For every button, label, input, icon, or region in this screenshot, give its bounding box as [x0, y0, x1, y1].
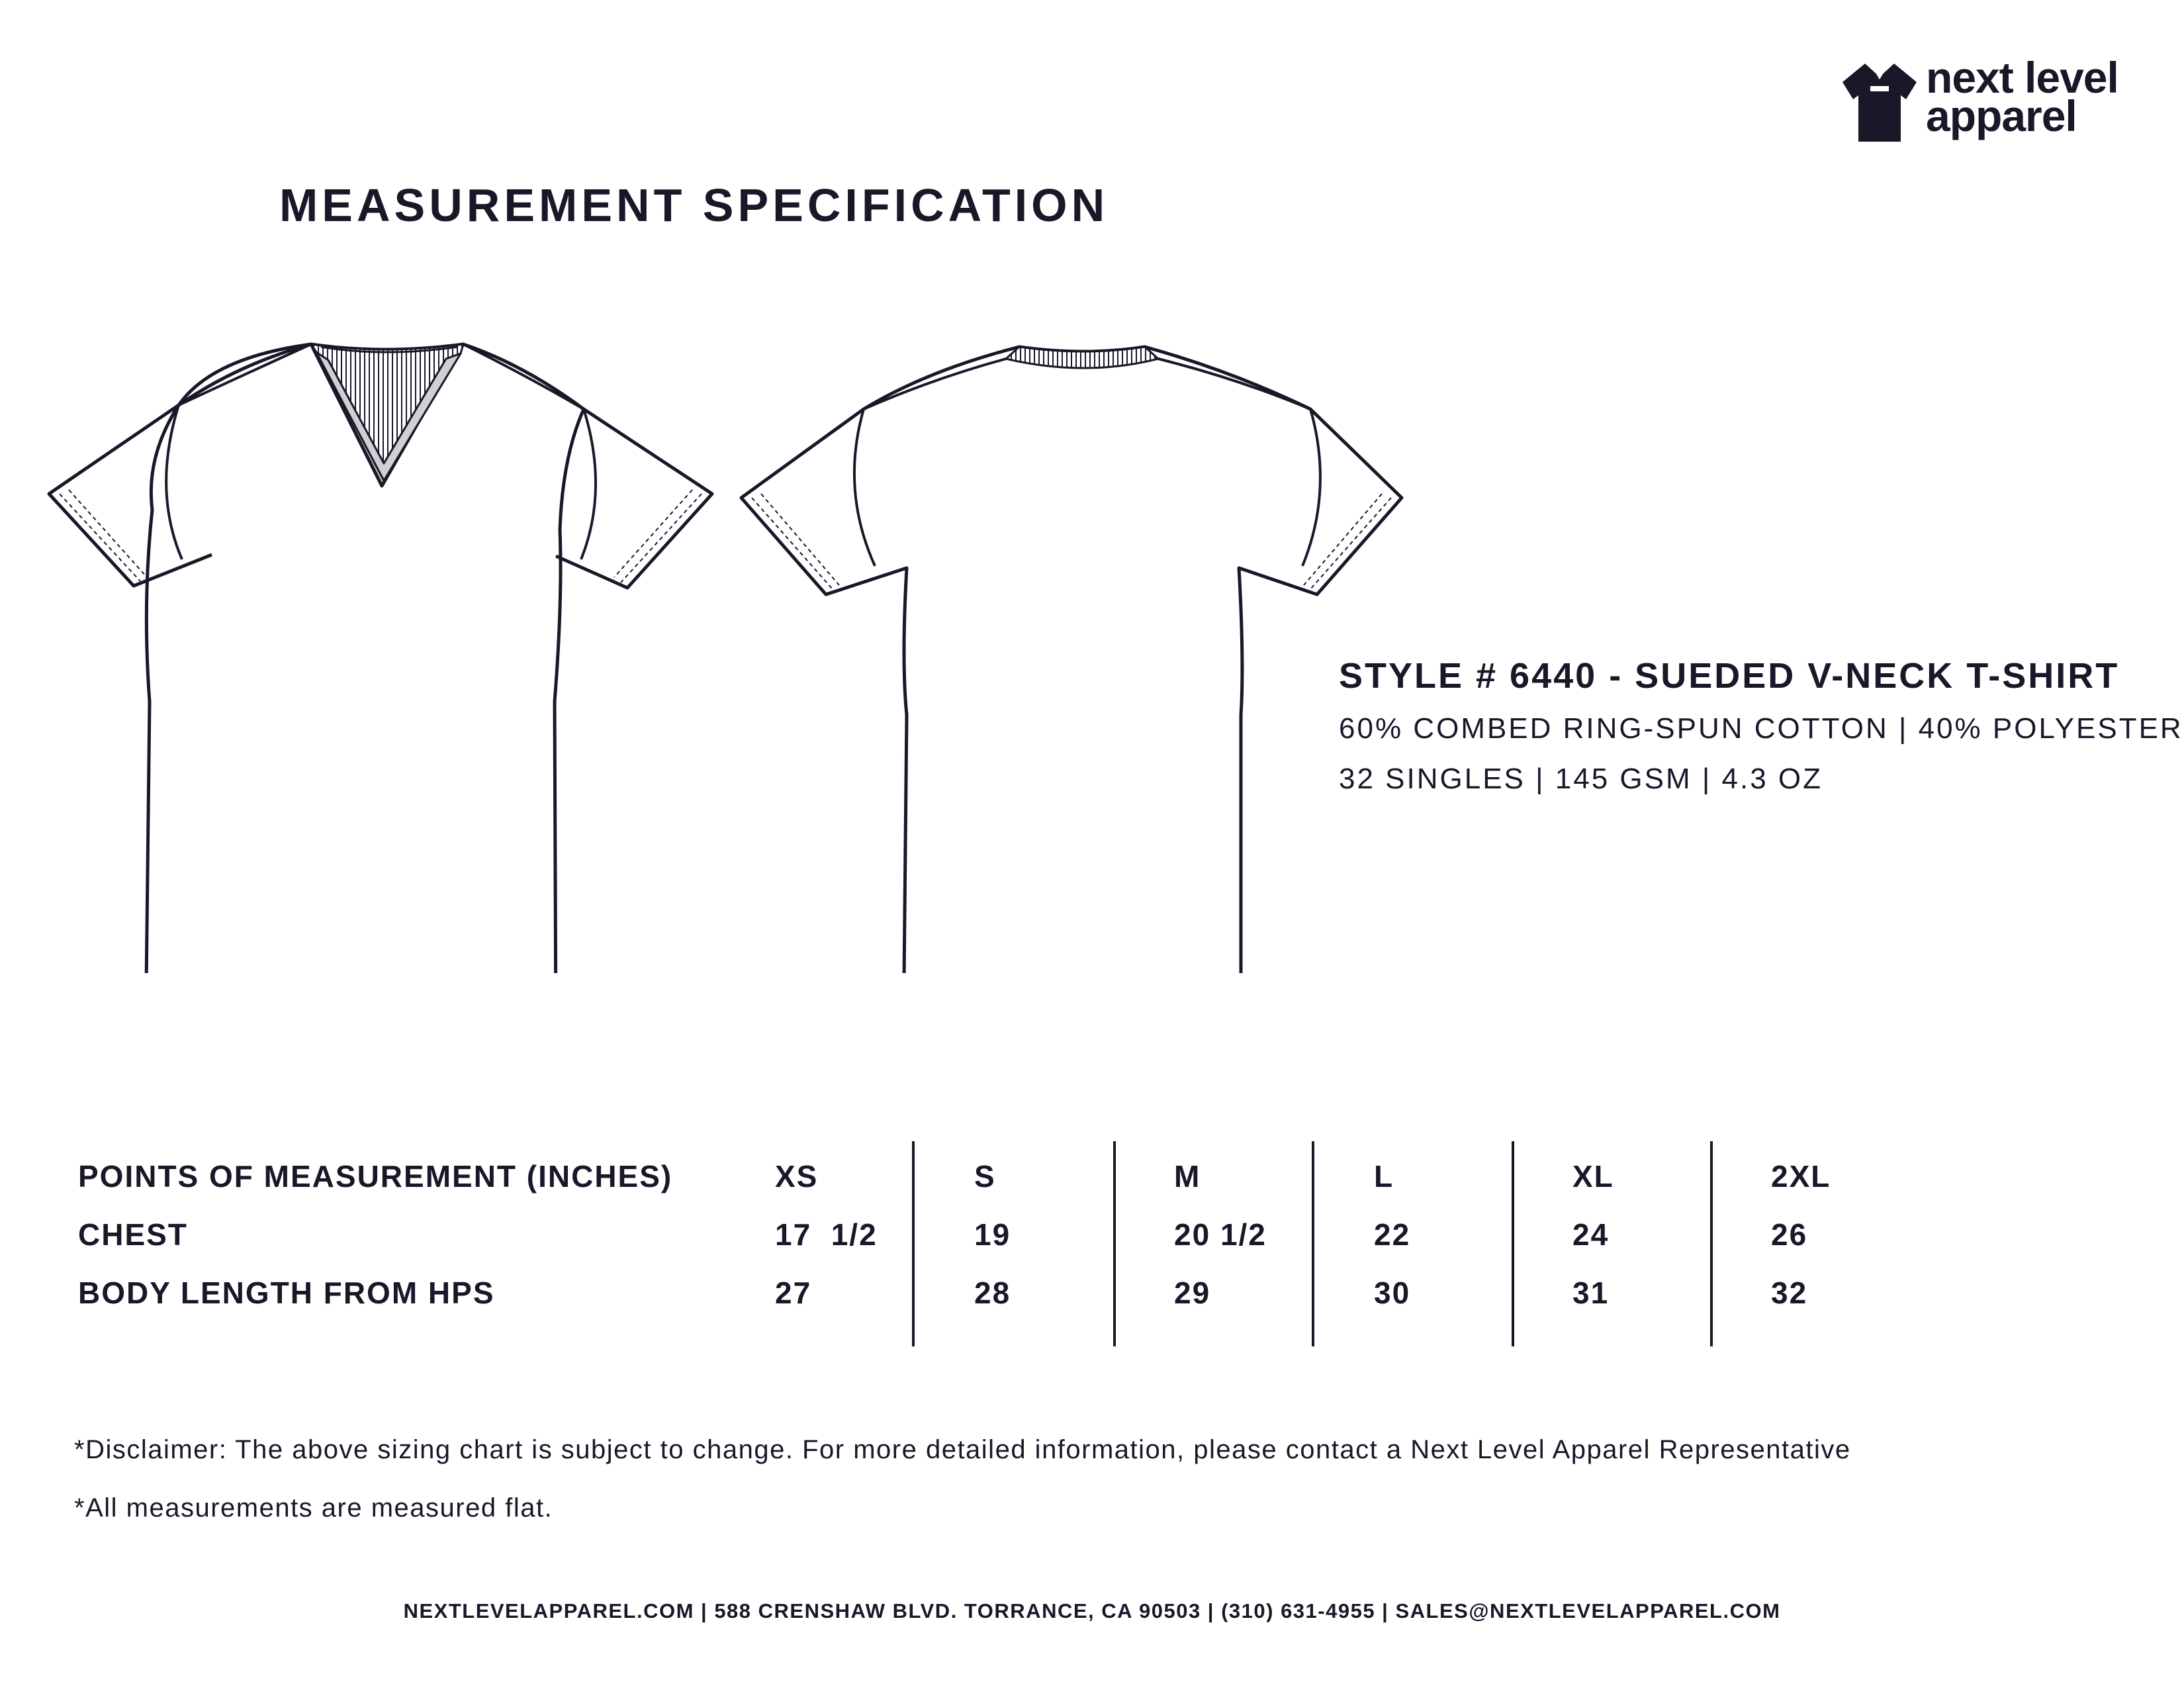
chest-m: 20 1/2 — [1174, 1217, 1267, 1252]
row-label-chest: CHEST — [78, 1217, 188, 1252]
v-neck-front-sketch — [49, 344, 712, 973]
column-divider — [1312, 1141, 1314, 1346]
length-l: 30 — [1374, 1276, 1411, 1310]
chest-2xl: 26 — [1771, 1217, 1808, 1252]
column-divider — [912, 1141, 915, 1346]
row-label-body-length: BODY LENGTH FROM HPS — [78, 1276, 495, 1310]
column-divider — [1512, 1141, 1514, 1346]
column-divider — [1710, 1141, 1713, 1346]
v-neck-back-sketch — [741, 347, 1402, 973]
chest-l: 22 — [1374, 1217, 1411, 1252]
size-header-2xl: 2XL — [1771, 1159, 1831, 1194]
length-xs: 27 — [775, 1276, 812, 1310]
length-m: 29 — [1174, 1276, 1211, 1310]
length-2xl: 32 — [1771, 1276, 1808, 1310]
page-title: MEASUREMENT SPECIFICATION — [279, 179, 1109, 231]
chest-s: 19 — [974, 1217, 1011, 1252]
brand-logo — [1840, 53, 2144, 151]
style-title: STYLE # 6440 - SUEDED V-NECK T-SHIRT — [1339, 656, 2120, 696]
length-xl: 31 — [1572, 1276, 1610, 1310]
flat-measure-note: *All measurements are measured flat. — [74, 1493, 553, 1523]
t-shirt-logo-icon — [1840, 60, 1919, 146]
brand-name-line1: next level — [1926, 53, 2118, 102]
size-header-s: S — [974, 1159, 996, 1194]
product-info — [1339, 655, 2183, 813]
fabric-composition: 60% COMBED RING-SPUN COTTON | 40% POLYESTER — [1339, 712, 2183, 745]
fabric-weight: 32 SINGLES | 145 GSM | 4.3 OZ — [1339, 763, 1823, 795]
garment-drawings — [40, 331, 1416, 973]
disclaimer-note: *Disclaimer: The above sizing chart is subject to change. For more detailed information, please contact a Next Level Apparel Representative — [74, 1435, 1851, 1464]
size-header-l: L — [1374, 1159, 1394, 1194]
table-header-label: POINTS OF MEASUREMENT (INCHES) — [78, 1159, 673, 1194]
footer-contact: NEXTLEVELAPPAREL.COM | 588 CRENSHAW BLVD. TORRANCE, CA 90503 | (310) 631-4955 | SALES@NEXTLEVELAPPAREL.COM — [403, 1599, 1781, 1622]
column-divider — [1113, 1141, 1116, 1346]
chest-xs: 17 1/2 — [775, 1217, 878, 1252]
size-header-xs: XS — [775, 1159, 819, 1194]
chest-xl: 24 — [1572, 1217, 1610, 1252]
size-header-xl: XL — [1572, 1159, 1614, 1194]
length-s: 28 — [974, 1276, 1011, 1310]
size-header-m: M — [1174, 1159, 1201, 1194]
brand-name-line2: apparel — [1926, 91, 2077, 140]
size-table — [77, 1139, 1930, 1350]
